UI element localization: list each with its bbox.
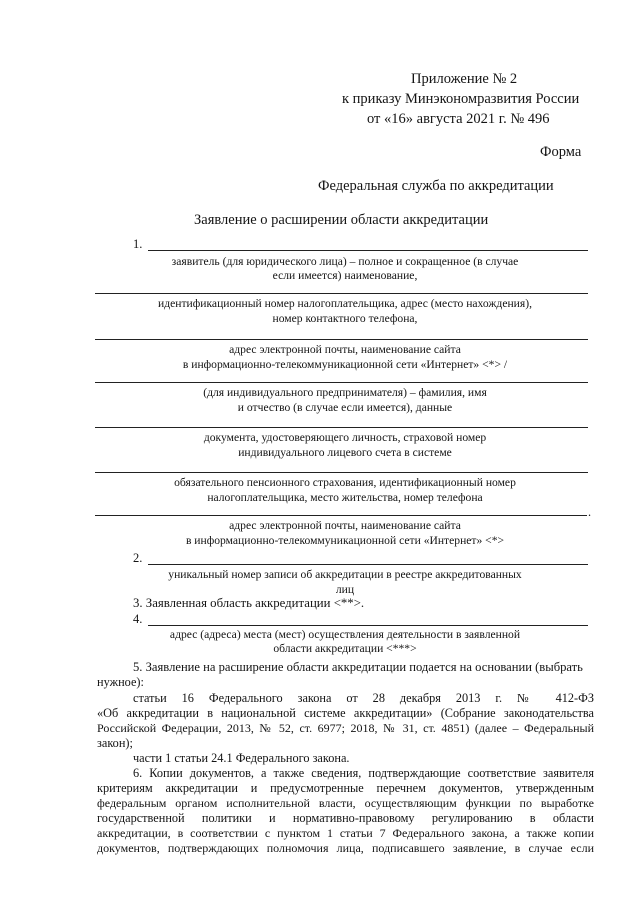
item-1-number: 1. <box>133 237 143 251</box>
caption: обязательного пенсионного страхования, идентификационный номер <box>174 476 516 489</box>
item-6-paragraph: критериям аккредитации и предусмотренные перечнем документов, утвержденным <box>97 781 594 795</box>
caption: уникальный номер записи об аккредитации в реестре аккредитованных <box>168 568 522 581</box>
caption: документа, удостоверяющего личность, страховой номер <box>203 431 487 444</box>
caption: идентификационный номер налогоплательщика, адрес (место нахождения), <box>158 297 532 310</box>
item-5-paragraph: закон); <box>97 736 133 750</box>
caption: заявитель (для юридического лица) – полное и сокращенное (в случае <box>171 255 519 268</box>
fill-line <box>95 339 588 340</box>
fill-line <box>148 625 588 626</box>
fill-line <box>95 382 588 383</box>
caption: (для индивидуального предпринимателя) – фамилия, имя <box>203 386 487 399</box>
caption: если имеется) наименование, <box>272 269 418 282</box>
caption: адрес электронной почты, наименование сайта <box>229 519 461 532</box>
item-6-paragraph: документов, подтверждающих полномочия лица, подписавшего заявление, в случае если <box>97 841 594 855</box>
document-title: Заявление о расширении области аккредитации <box>194 212 489 228</box>
item-5-paragraph: нужное): <box>97 675 144 689</box>
caption: номер контактного телефона, <box>272 312 418 325</box>
item-5-paragraph: 5. Заявление на расширение области аккредитации подается на основании (выбрать <box>133 660 583 674</box>
order-reference: к приказу Минэкономразвития России <box>342 91 580 107</box>
item-3: 3. Заявленная область аккредитации <**>. <box>133 596 365 610</box>
item-5-paragraph: «Об аккредитации в национальной системе аккредитации» (Собрание законодательства <box>97 706 594 720</box>
fill-line <box>95 427 588 428</box>
form-label: Форма <box>540 144 582 160</box>
item-5-paragraph: статьи 16 Федерального закона от 28 декабря 2013 г. № 412-ФЗ <box>133 691 594 705</box>
caption: лиц <box>335 583 355 596</box>
item-5-paragraph: части 1 статьи 24.1 Федерального закона. <box>133 751 350 765</box>
fill-line <box>148 250 588 251</box>
caption: в информационно-телекоммуникационной сети «Интернет» <*> / <box>182 358 508 371</box>
item-6-paragraph: 6. Копии документов, а также сведения, подтверждающие соответствие заявителя <box>133 766 594 780</box>
caption: и отчество (в случае если имеется), данные <box>237 401 453 414</box>
order-date: от «16» августа 2021 г. № 496 <box>367 111 550 127</box>
fill-line <box>148 564 588 565</box>
caption: индивидуального лицевого счета в системе <box>238 446 452 459</box>
appendix-number: Приложение № 2 <box>411 71 518 87</box>
item-6-paragraph: федеральным органом исполнительной власти, осуществляющим функции по выработке <box>97 796 594 810</box>
item-5-paragraph: Российской Федерации, 2013, № 52, ст. 6977; 2018, № 31, ст. 4851) (далее – Федеральный <box>97 721 594 735</box>
item-6-paragraph: аккредитации, в соответствии с пунктом 1 статьи 7 Федерального закона, а также копии <box>97 826 594 840</box>
fill-line <box>95 472 588 473</box>
item-4-number: 4. <box>133 612 143 626</box>
line-end-period: . <box>588 505 592 519</box>
item-6-paragraph: государственной политики и нормативно-правовому регулированию в области <box>97 811 594 825</box>
caption: в информационно-телекоммуникационной сети «Интернет» <*> <box>185 534 505 547</box>
caption: налогоплательщика, место жительства, номер телефона <box>207 491 483 504</box>
caption: адрес (адреса) места (мест) осуществления деятельности в заявленной <box>169 628 521 641</box>
fill-line <box>95 293 588 294</box>
agency-name: Федеральная служба по аккредитации <box>318 178 554 194</box>
caption: области аккредитации <***> <box>273 642 417 655</box>
caption: адрес электронной почты, наименование сайта <box>229 343 461 356</box>
fill-line <box>95 515 587 516</box>
item-2-number: 2. <box>133 551 143 565</box>
